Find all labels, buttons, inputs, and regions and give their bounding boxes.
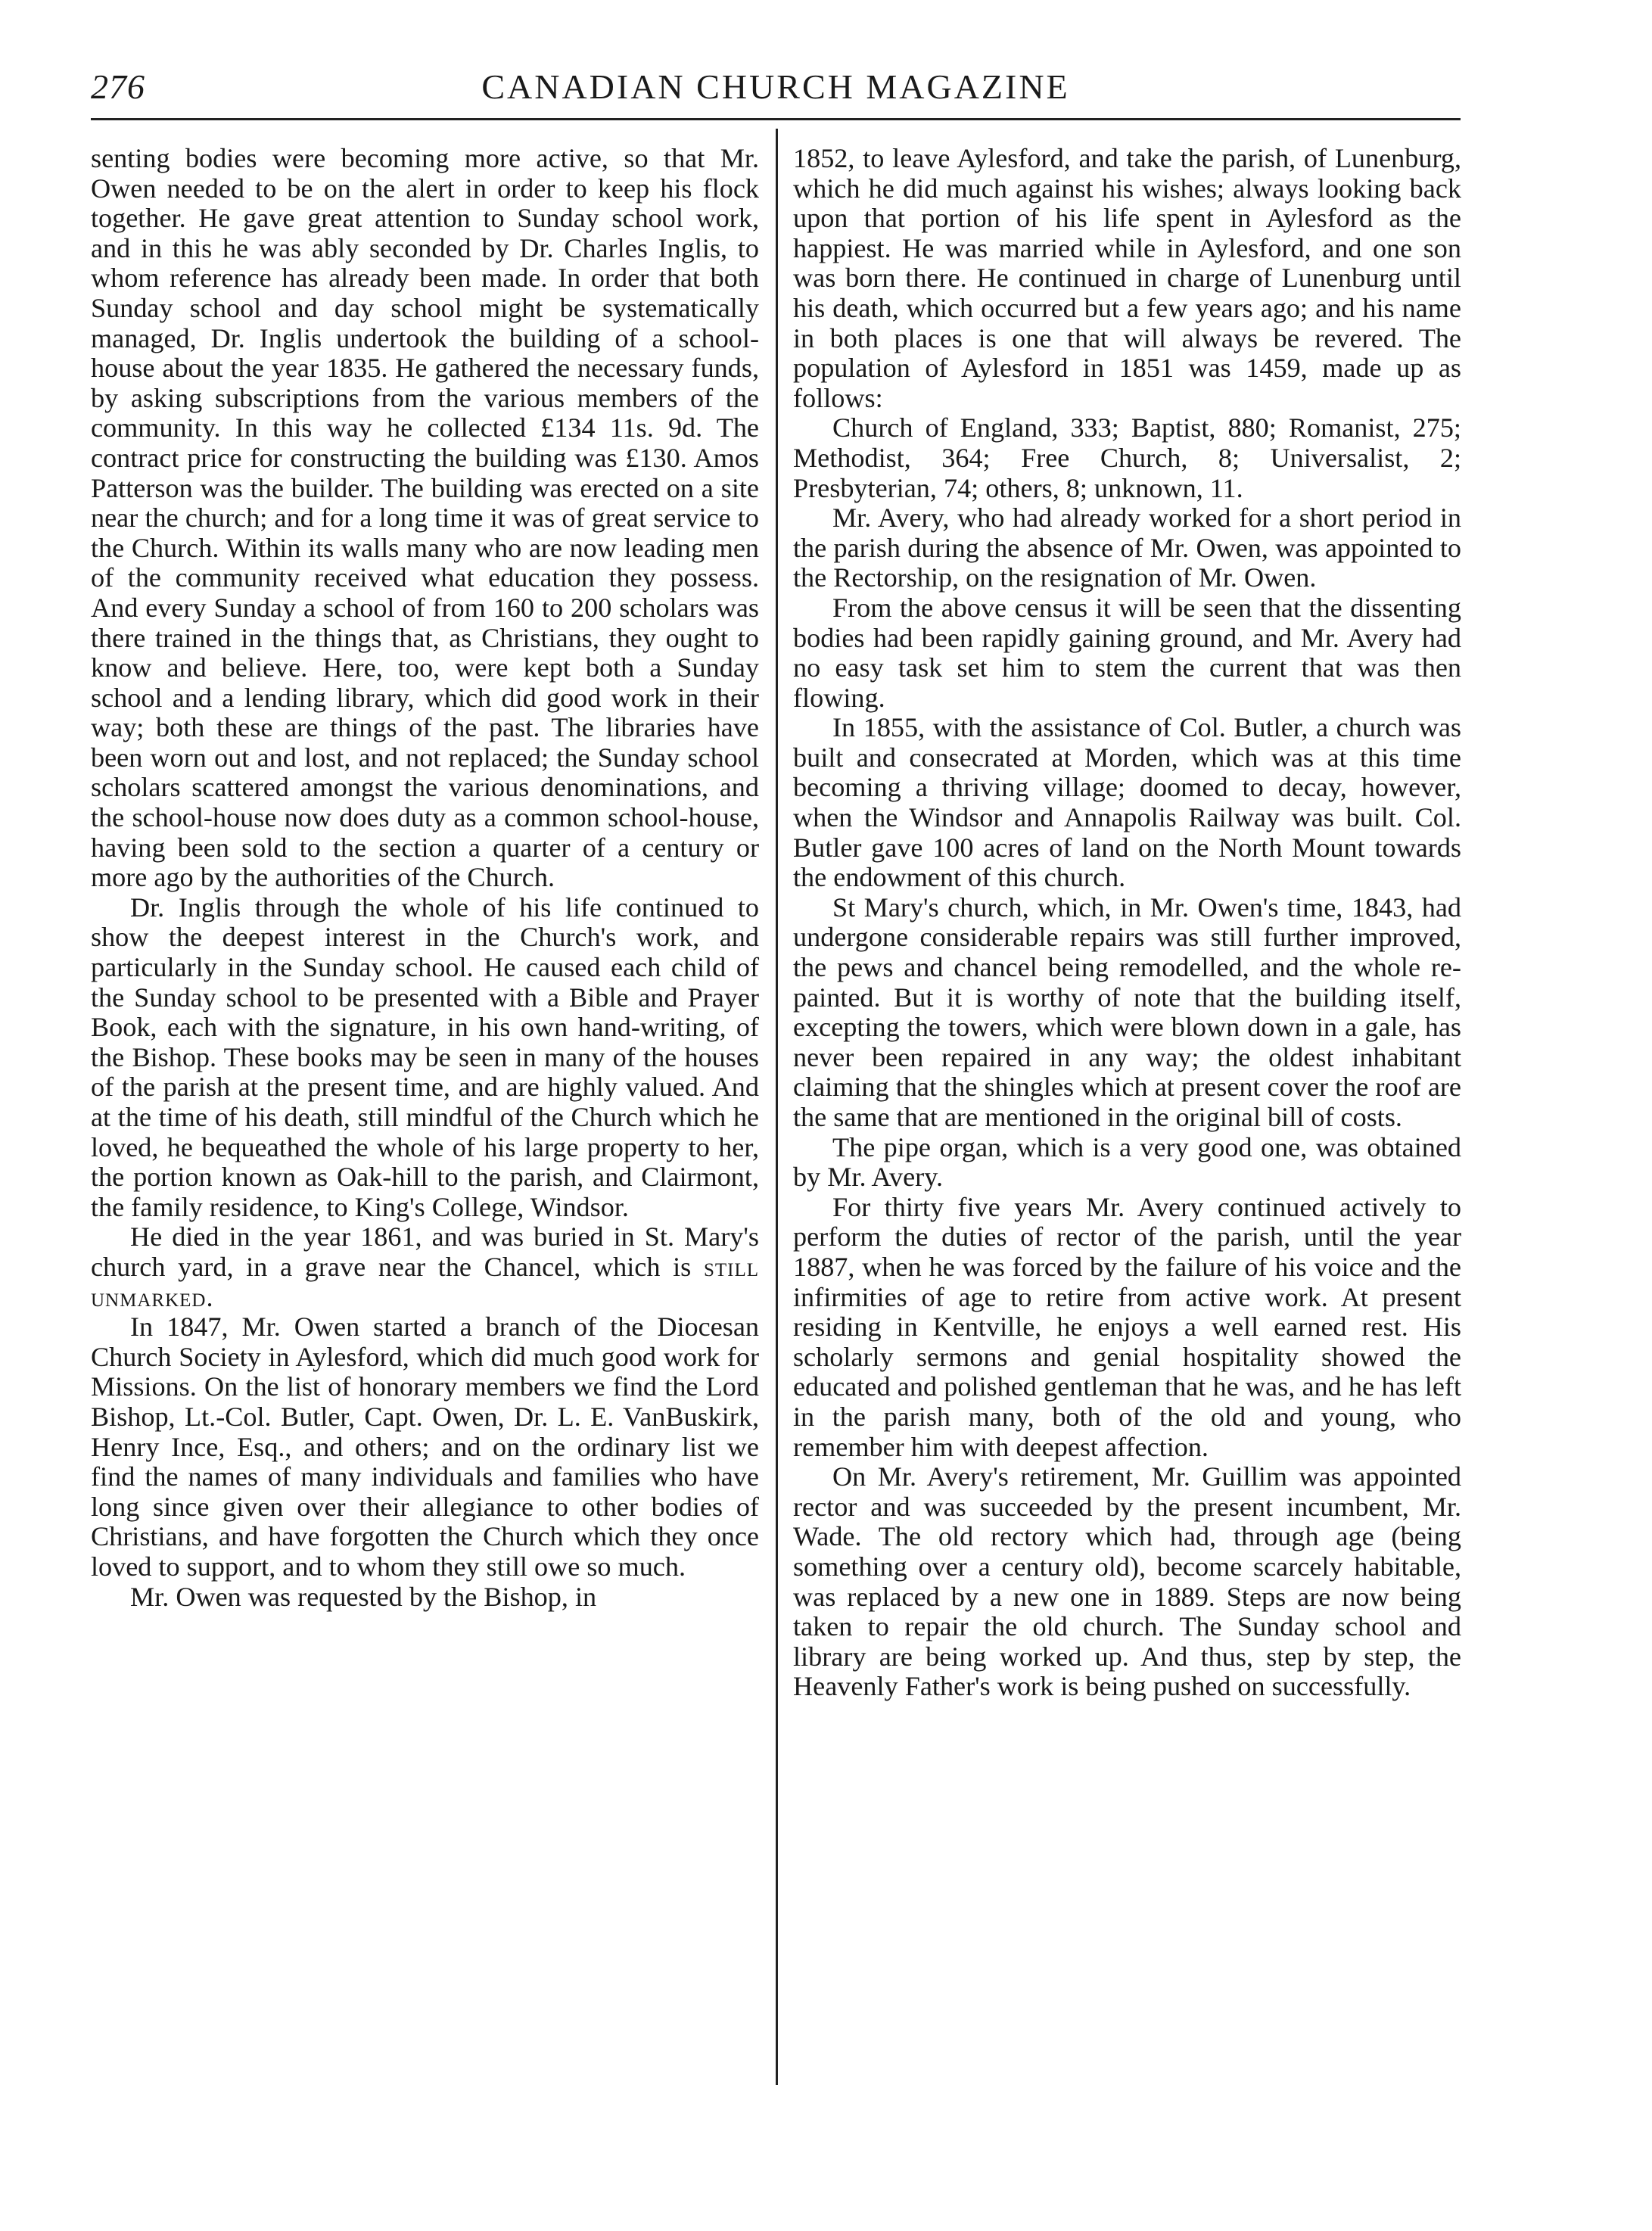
paragraph: The pipe organ, which is a very good one, was obtained by Mr. Avery. xyxy=(793,1131,1461,1193)
paragraph: From the above census it will be seen that the dissenting bodies had been rapidly gaining ground, and Mr. Avery had no easy task set him to stem the current that was then flowing. xyxy=(793,592,1461,713)
paragraph: St Mary's church, which, in Mr. Owen's time, 1843, had undergone considerable repairs was still further improved, the pews and chancel being remodelled, and the whole re-painted. But it is worthy of note that the building itself, excepting the towers, which were blown down in a gale, has never been repaired in any way; the oldest inhabitant claiming that the shingles which at present cover the roof are the same that are mentioned in the original bill of costs. xyxy=(793,891,1461,1132)
header-rule xyxy=(91,118,1461,120)
paragraph: Dr. Inglis through the whole of his life continued to show the deepest interest in the Church's work, and particularly in the Sunday school. He caused each child of the Sunday school to be presented with a Bible and Prayer Book, each with the signature, in his own hand-writing, of the Bishop. These books may be seen in many of the houses of the parish at the present time, and are highly valued. And at the time of his death, still mindful of the Church which he loved, he bequeathed the whole of his large property to her, the portion known as Oak-hill to the parish, and Clairmont, the family residence, to King's College, Windsor. xyxy=(91,891,759,1222)
paragraph: Mr. Owen was requested by the Bishop, in xyxy=(130,1581,597,1612)
paragraph: senting bodies were becoming more active, so that Mr. Owen needed to be on the alert in order to keep his flock together. He gave great attention to Sunday school work, and in this he was ably seconded by Dr. Charles Inglis, to whom reference has already been made. In order that both Sunday school and day school might be systematically managed, Dr. Inglis undertook the building of a school-house about the year 1835. He gathered the necessary funds, by asking subscriptions from the various members of the community. In this way he collected £134 11s. 9d. The contract price for constructing the building was £130. Amos Patterson was the builder. The building was erected on a site near the church; and for a long time it was of great service to the Church. Within its walls many who are now leading men of the community received what education they possess. And every Sunday a school of from 160 to 200 scholars was there trained in the things that, as Christians, they ought to know and believe. Here, too, were kept both a Sunday school and a lending library, which did good work in their way; both these are things of the past. The libraries have been worn out and lost, and not replaced; the Sunday school scholars scattered amongst the various denominations, and the school-house now does duty as a common school-house, having been sold to the section a quarter of a century or more ago by the authorities of the Church. xyxy=(91,143,759,893)
page-number: 276 xyxy=(91,67,145,106)
paragraph: Mr. Avery, who had already worked for a short period in the parish during the absence of Mr. Owen, was appointed to the Rectorship, on the resignation of Mr. Owen. xyxy=(793,503,1461,593)
left-column xyxy=(91,144,759,1612)
running-title: CANADIAN CHURCH MAGAZINE xyxy=(481,67,1070,106)
paragraph: In 1855, with the assistance of Col. Butler, a church was built and consecrated at Morden, which was at this time becoming a thriving village; doomed to decay, however, when the Windsor and Annapolis Railway was built. Col. Butler gave 100 acres of land on the North Mount towards the endowment of this church. xyxy=(793,712,1461,893)
paragraph: For thirty five years Mr. Avery continued actively to perform the duties of rector of the parish, until the year 1887, when he was forced by the failure of his voice and the infirmities of age to retire from active work. At present residing in Kentville, he enjoys a well earned rest. His scholarly sermons and genial hospitality showed the educated and polished gentleman that he was, and he has left in the parish many, both of the old and young, who remember him with deepest affection. xyxy=(793,1191,1461,1462)
paragraph: 1852, to leave Aylesford, and take the parish, of Lunenburg, which he did much against his wishes; always looking back upon that portion of his life spent in Aylesford as the happiest. He was married while in Aylesford, and one son was born there. He continued in charge of Lunenburg until his death, which occurred but a few years ago; and his name in both places is one that will always be revered. The population of Aylesford in 1851 was 1459, made up as follows: xyxy=(793,143,1461,413)
paragraph xyxy=(91,1222,759,1312)
paragraph: On Mr. Avery's retirement, Mr. Guillim was appointed rector and was succeeded by the present incumbent, Mr. Wade. The old rectory which had, through age (being something over a century old), become scarcely habitable, was replaced by a new one in 1889. Steps are now being taken to repair the old church. The Sunday school and library are being worked up. And thus, step by step, the Heavenly Father's work is being pushed on successfully. xyxy=(793,1461,1461,1702)
paragraph: In 1847, Mr. Owen started a branch of the Diocesan Church Society in Aylesford, which did much good work for Missions. On the list of honorary members we find the Lord Bishop, Lt.-Col. Butler, Capt. Owen, Dr. L. E. VanBuskirk, Henry Ince, Esq., and others; and on the ordinary list we find the names of many individuals and families who have long since given over their allegiance to other bodies of Christians, and have forgotten the Church which they once loved to support, and to whom they still owe so much. xyxy=(91,1312,759,1582)
paragraph-text: He died in the year 1861, and was buried in St. Mary's church yard, in a grave near the Chancel, which is xyxy=(91,1221,759,1282)
census-list: Church of England, 333; Baptist, 880; Romanist, 275; Methodist, 364; Free Church, 8; Universalist, 2; Presbyterian, 74; others, 8; unknown, 11. xyxy=(793,412,1461,503)
right-column xyxy=(793,144,1461,1702)
small-caps-text: still unmarked. xyxy=(91,1251,759,1312)
column-rule xyxy=(776,129,778,2085)
page-header xyxy=(91,64,1461,117)
